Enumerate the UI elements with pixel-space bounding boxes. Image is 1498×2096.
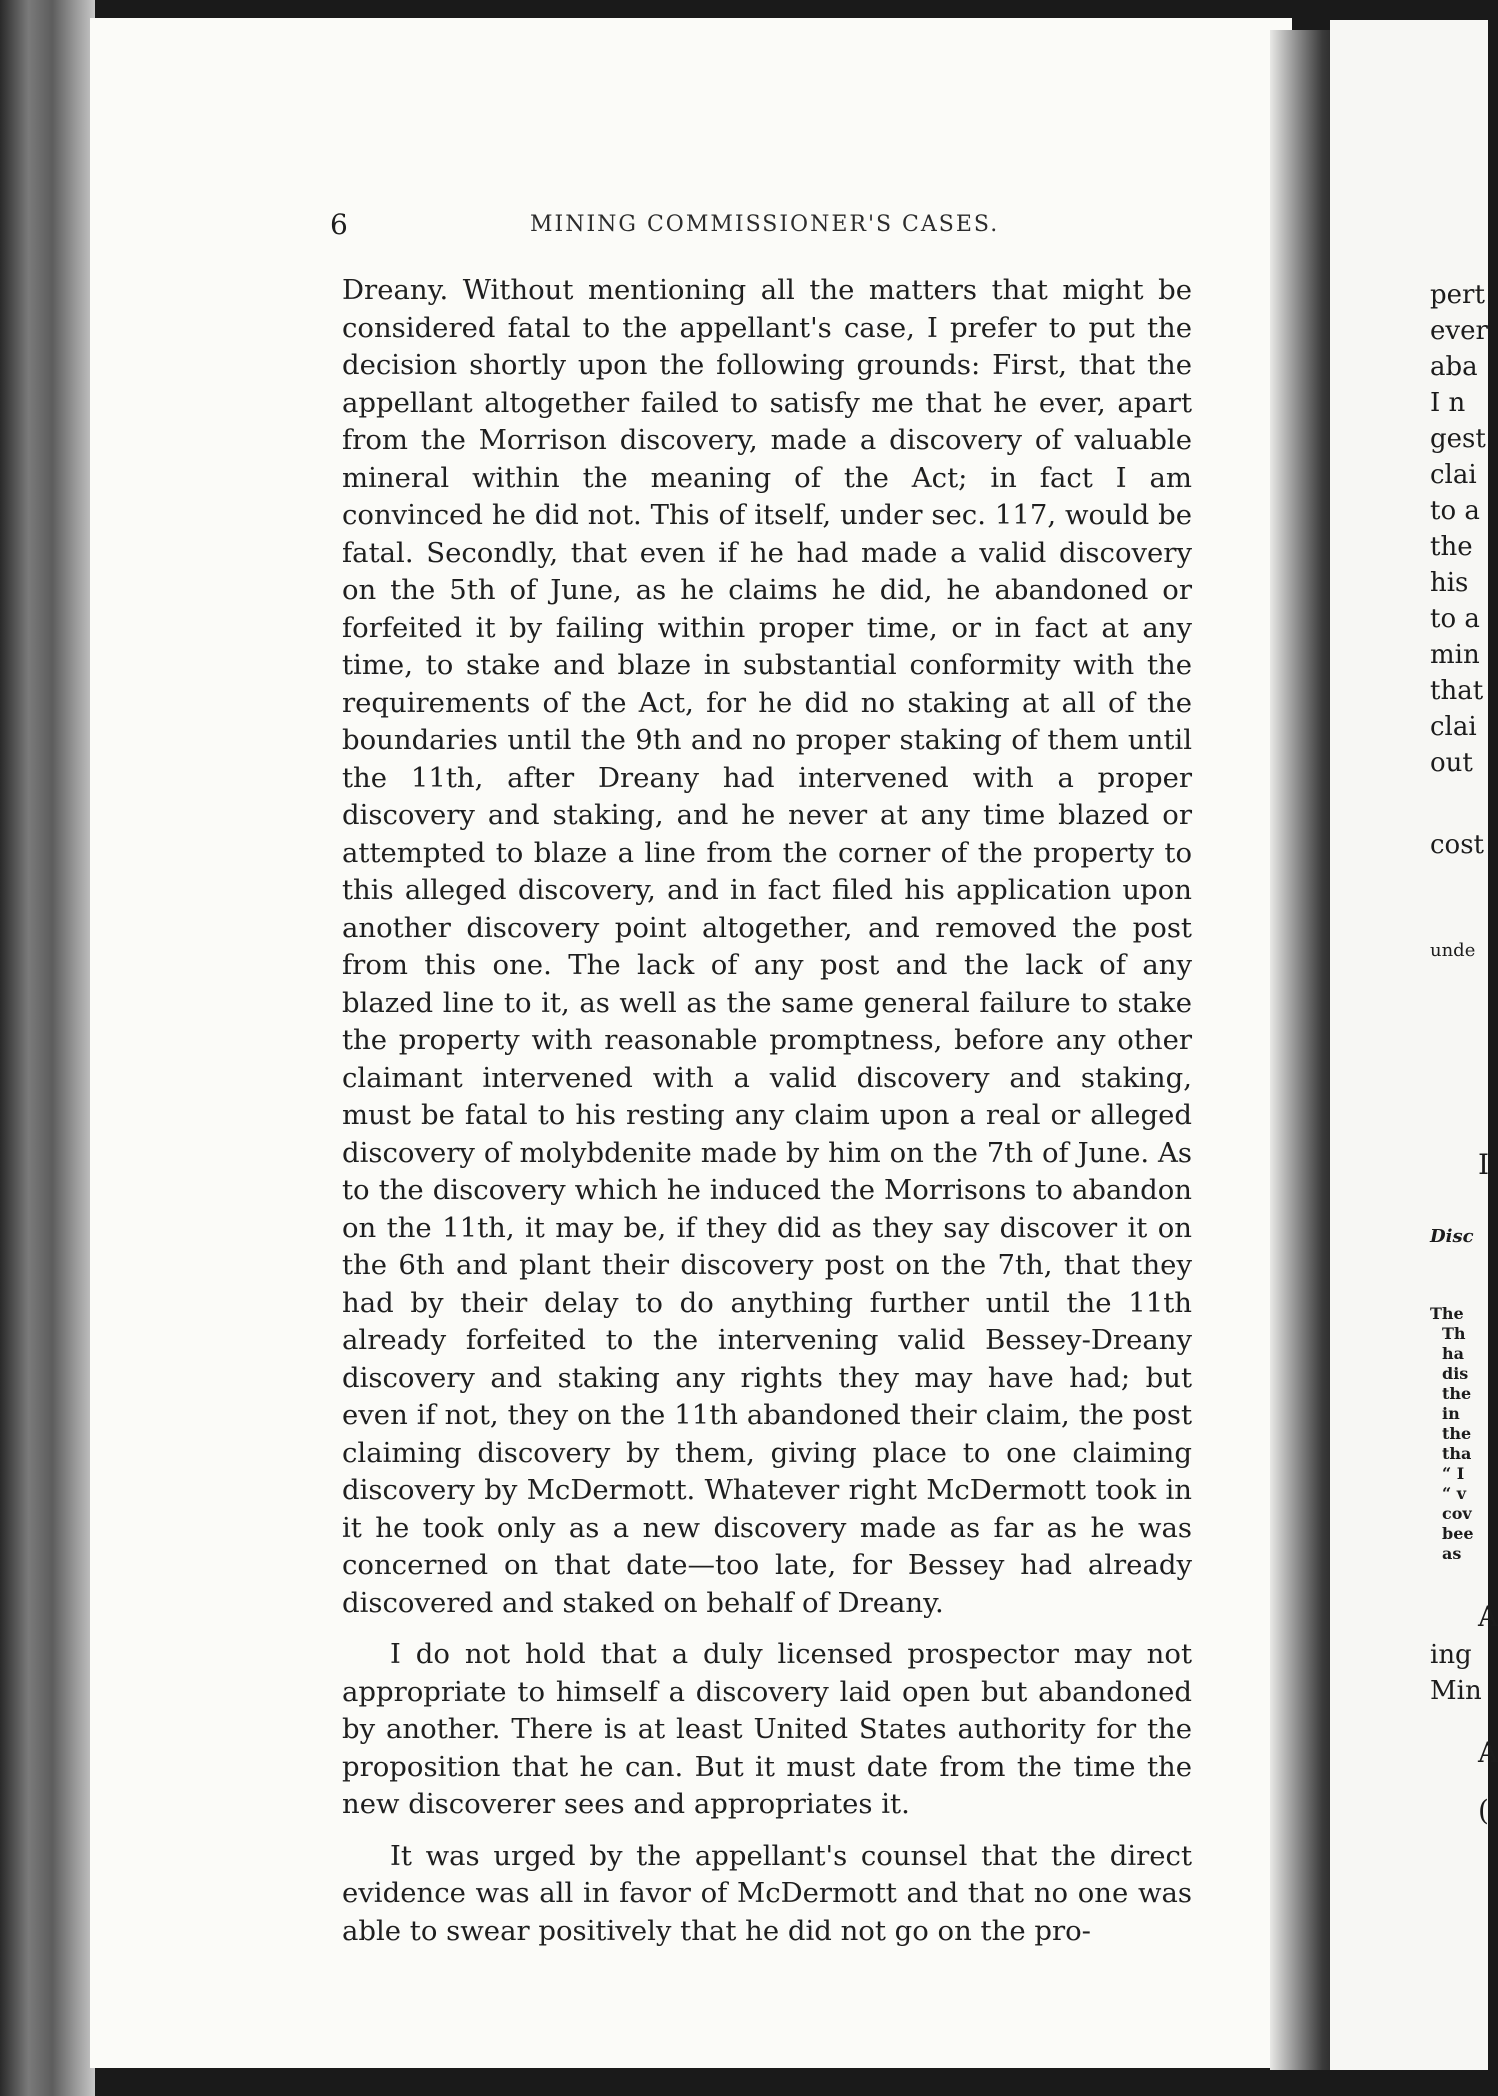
facing-line: I [1478,1148,1490,1181]
facing-line: unde [1430,940,1476,961]
facing-line: to a [1430,604,1480,634]
facing-line: ha [1442,1344,1464,1363]
facing-line: the [1442,1384,1472,1403]
facing-line: pert [1430,280,1485,310]
facing-line: A [1478,1600,1498,1633]
facing-line: ing [1430,1640,1472,1670]
facing-line: as [1442,1544,1462,1563]
facing-line: gest [1430,424,1486,454]
facing-line: ( [1478,1794,1489,1827]
facing-line: Disc [1430,1226,1474,1247]
facing-line: clai [1430,460,1477,490]
facing-line: out [1430,748,1473,778]
paragraph-3: It was urged by the appellant's counsel that the direct evidence was all in favor of McDermott and that no one was able to swear positively that he did not go on the pro- [342,1839,1192,1947]
facing-line: his [1430,568,1469,598]
facing-line: the [1430,532,1473,562]
facing-line: aba [1430,352,1478,382]
facing-line: that [1430,676,1484,706]
facing-line: cost [1430,830,1485,860]
facing-page [1330,20,1498,2070]
facing-line: “ v [1442,1484,1467,1503]
facing-line: Min [1430,1676,1482,1706]
facing-line: “ I [1442,1464,1465,1483]
book-page-edge [0,0,95,2096]
facing-line: the [1442,1424,1472,1443]
running-head [330,208,1230,248]
facing-line: dis [1442,1364,1469,1383]
facing-line: tha [1442,1444,1472,1463]
page-number: 6 [330,208,348,241]
body-text [342,272,1192,1950]
facing-line: to a [1430,496,1480,526]
facing-line: A [1478,1736,1498,1769]
paragraph-1: Dreany. Without mentioning all the matters that might be considered fatal to the appellant's case, I prefer to put the decision shortly upon the following grounds: First, that the appellant altogether failed to satisfy me that he ever, apart from the Morrison discovery, made a discovery of valuable mineral within the meaning of the Act; in fact I am convinced he did not. This of itself, under sec. 117, would be fatal. Secondly, that even if he had made a valid discovery on the 5th of June, as he claims he did, he abandoned or forfeited it by failing within proper time, or in fact at any time, to stake and blaze in substantial conformity with the requirements of the Act, for he did no staking at all of the boundaries until the 9th and no proper staking of them until the 11th, after Dreany had intervened with a proper discovery and staking, and he never at any time blazed or attempted to blaze a line from the corner of the property to this alleged discovery, and in fact filed his application upon another discovery point altogether, and removed the post from this one. The lack of any post and the lack of any blazed line to it, as well as the same general failure to stake the property with reasonable promptness, before any other claimant intervened with a valid discovery and staking, must be fatal to his resting any claim upon a real or alleged discovery of molybdenite made by him on the 7th of June. As to the discovery which he induced the Morrisons to abandon on the 11th, it may be, if they did as they say discover it on the 6th and plant their discovery post on the 7th, that they had by their delay to do anything further until the 11th already forfeited to the intervening valid Bessey-Dreany discovery and staking any rights they may have had; but even if not, they on the 11th abandoned their claim, the post claiming discovery by them, giving place to one claiming discovery by McDermott. Whatever right McDermott took in it he took only as a new discovery made as far as he was concerned on that date—too late, for Bessey had already discovered and staked on behalf of Dreany. [342,274,1192,1619]
facing-line: Th [1442,1324,1466,1343]
facing-line: I n [1430,388,1466,418]
facing-line: min [1430,640,1480,670]
running-head-title: MINING COMMISSIONER'S CASES. [530,212,1000,237]
facing-line: in [1442,1404,1460,1423]
facing-line: bee [1442,1524,1474,1543]
facing-line: clai [1430,712,1477,742]
facing-line: ever [1430,316,1488,346]
facing-line: cov [1442,1504,1472,1523]
paragraph-2: I do not hold that a duly licensed prospector may not appropriate to himself a discovery laid open but abandoned by another. There is at least United States authority for the proposition that he can. But it must date from the time the new discoverer sees and appropriates it. [342,1638,1192,1820]
facing-line: The [1430,1304,1464,1323]
